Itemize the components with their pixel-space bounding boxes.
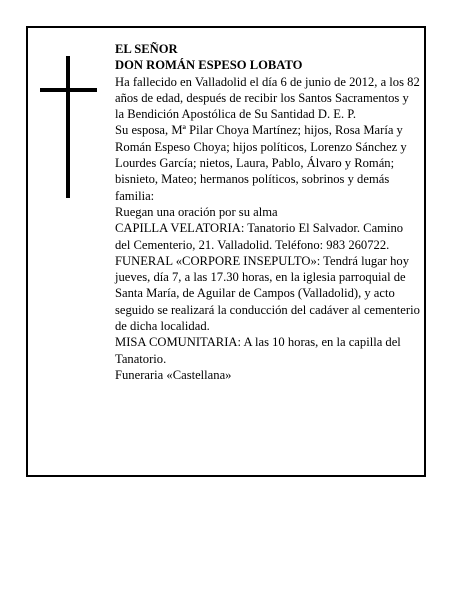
mass-info: MISA COMUNITARIA: A las 10 horas, en la capilla del Tanatorio.	[115, 335, 401, 366]
deceased-name: DON ROMÁN ESPESO LOBATO	[115, 58, 303, 73]
chapel-info: CAPILLA VELATORIA: Tanatorio El Salvador. Camino del Cementerio, 21. Valladolid. Teléfono: 983 260722.	[115, 221, 404, 252]
cross-vertical-bar	[66, 56, 70, 198]
cross-horizontal-bar	[40, 88, 97, 92]
prayer-request: Ruegan una oración por su alma	[115, 204, 278, 219]
funeral-info: FUNERAL «CORPORE INSEPULTO»: Tendrá lugar hoy jueves, día 7, a las 17.30 horas, en la iglesia parroquial de Santa María, de Aguilar de Campos (Valladolid), y acto seguido se realizará la conducción del cadáver al cementerio de dicha localidad.	[115, 253, 420, 334]
family-list: Su esposa, Mª Pilar Choya Martínez; hijos, Rosa María y Román Espeso Choya; hijos políticos, Lorenzo Sánchez y Lourdes García; nietos, Laura, Pablo, Álvaro y Román; bisnieto, Mateo; hermanos políticos, sobrinos y demás familia:	[115, 123, 407, 203]
obituary-notice	[26, 26, 426, 477]
cross-icon	[40, 56, 97, 198]
notice-text	[115, 41, 420, 383]
funeral-home: Funeraria «Castellana»	[115, 367, 232, 382]
death-announcement: Ha fallecido en Valladolid el día 6 de junio de 2012, a los 82 años de edad, después de recibir los Santos Sacramentos y la Bendición Apostólica de Su Santidad D. E. P.	[115, 74, 420, 122]
title-line-1: EL SEÑOR	[115, 42, 178, 56]
